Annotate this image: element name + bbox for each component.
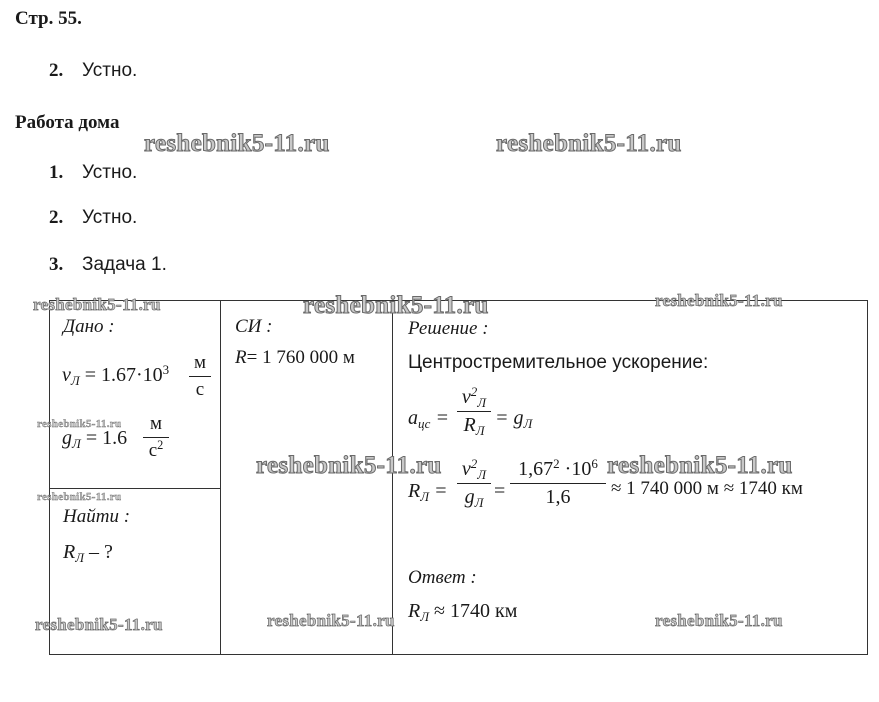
find-value: $R_Л$ – ?	[63, 541, 113, 565]
formula-acceleration-lhs: $a_{цс}$ =	[408, 407, 449, 431]
item-number: 2.	[49, 60, 64, 81]
watermark: reshebnik5-11.ru	[655, 611, 783, 630]
formula-acceleration-fraction: $v^2_Л$ $R_Л$	[457, 386, 491, 437]
item-number: 3.	[49, 254, 64, 275]
watermark: reshebnik5-11.ru	[33, 295, 161, 314]
watermark: reshebnik5-11.ru	[267, 611, 395, 630]
formula-radius-lhs: $R_Л$ =	[408, 480, 448, 504]
watermark: reshebnik5-11.ru	[303, 292, 489, 319]
solution-label: Решение :	[408, 318, 489, 339]
answer-label: Ответ :	[408, 567, 477, 588]
watermark: reshebnik5-11.ru	[256, 452, 442, 479]
item-number: 1.	[49, 162, 64, 183]
table-border-right	[867, 300, 868, 655]
item-text: Задача 1.	[82, 254, 167, 275]
answer-value: $R_Л \approx 1740$ км	[408, 600, 518, 624]
list-item	[49, 162, 137, 184]
watermark: reshebnik5-11.ru	[496, 130, 682, 157]
si-value: R= 1 760 000 м	[235, 347, 355, 368]
formula-radius-numeric-fraction: $1,67^2 \cdot 10^6$ 1,6	[510, 458, 606, 509]
given-gravity: $g_Л = 1.6$	[62, 427, 128, 451]
item-text: Устно.	[82, 207, 138, 228]
item-text: Устно.	[82, 60, 138, 81]
equals-sign: =	[494, 480, 506, 502]
gravity-unit: м $с^2$	[143, 413, 169, 462]
formula-radius-fraction: $v^2_Л$ $g_Л$	[457, 458, 491, 509]
watermark: reshebnik5-11.ru	[607, 452, 793, 479]
solution-text: Центростремительное ускорение:	[408, 352, 709, 373]
watermark: reshebnik5-11.ru	[655, 291, 783, 310]
given-label: Дано :	[63, 316, 115, 337]
formula-radius-result: ≈ 1 740 000 м ≈ 1740 км	[611, 478, 803, 499]
formula-acceleration-rhs: = $g_Л$	[495, 407, 533, 431]
section-heading: Работа дома	[15, 112, 120, 133]
velocity-unit: м с	[189, 352, 211, 401]
watermark: reshebnik5-11.ru	[144, 130, 330, 157]
watermark: reshebnik5-11.ru	[35, 615, 163, 634]
table-border-bottom	[49, 654, 868, 655]
si-label: СИ :	[235, 316, 273, 337]
table-divider	[220, 300, 221, 655]
given-velocity: $v_Л = 1.67\cdot 10^3$	[62, 361, 170, 388]
watermark: reshebnik5-11.ru	[37, 418, 122, 430]
list-item	[49, 60, 137, 82]
list-item	[49, 207, 137, 229]
watermark: reshebnik5-11.ru	[37, 491, 122, 503]
table-border-left	[49, 300, 50, 655]
page-title: Стр. 55.	[15, 8, 82, 29]
list-item	[49, 254, 167, 276]
item-text: Устно.	[82, 162, 138, 183]
find-label: Найти :	[63, 506, 131, 527]
item-number: 2.	[49, 207, 64, 228]
table-divider	[49, 488, 221, 489]
